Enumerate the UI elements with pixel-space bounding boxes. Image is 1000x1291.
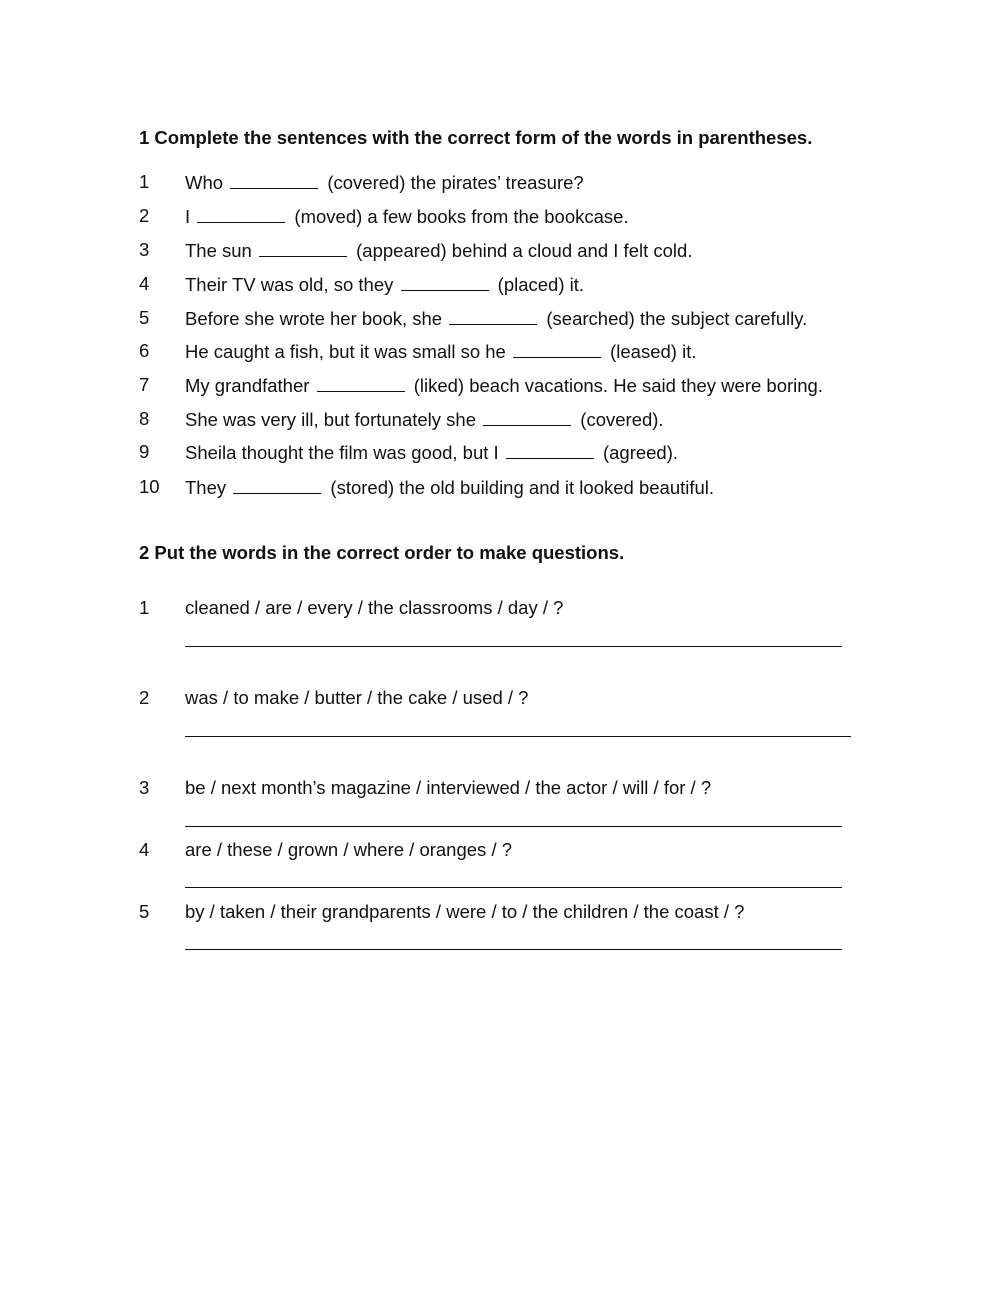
section-2-heading: 2 Put the words in the correct order to make questions. <box>139 542 625 563</box>
item-number: 5 <box>139 901 150 922</box>
item-number: 3 <box>139 239 150 260</box>
fill-blank[interactable] <box>401 273 489 291</box>
item-sentence: He caught a fish, but it was small so he (leased) it. <box>185 341 697 362</box>
section-1-heading: 1 Complete the sentences with the correct form of the words in parentheses. <box>139 127 813 148</box>
item-sentence: Sheila thought the film was good, but I (agreed). <box>185 442 679 463</box>
item-sentence: My grandfather (liked) beach vacations. He said they were boring. <box>185 375 823 396</box>
fill-blank[interactable] <box>230 171 318 189</box>
fill-blank[interactable] <box>513 340 601 358</box>
item-number: 8 <box>139 408 150 429</box>
item-sentence: They (stored) the old building and it looked beautiful. <box>185 477 715 498</box>
item-sentence: She was very ill, but fortunately she (covered). <box>185 409 664 430</box>
item-number: 10 <box>139 476 160 497</box>
item-number: 7 <box>139 374 150 395</box>
item-number: 5 <box>139 307 150 328</box>
scrambled-words: cleaned / are / every / the classrooms / day / ? <box>185 597 564 618</box>
fill-blank[interactable] <box>233 476 321 494</box>
fill-blank[interactable] <box>449 307 537 325</box>
item-number: 1 <box>139 597 150 618</box>
scrambled-words: was / to make / butter / the cake / used / ? <box>185 687 529 708</box>
item-number: 1 <box>139 171 150 192</box>
answer-line[interactable] <box>185 949 842 950</box>
item-number: 4 <box>139 273 150 294</box>
item-sentence: The sun (appeared) behind a cloud and I felt cold. <box>185 240 693 261</box>
item-number: 9 <box>139 441 150 462</box>
scrambled-words: by / taken / their grandparents / were / to / the children / the coast / ? <box>185 901 745 922</box>
item-number: 2 <box>139 687 150 708</box>
answer-line[interactable] <box>185 646 842 647</box>
item-number: 6 <box>139 340 150 361</box>
fill-blank[interactable] <box>317 374 405 392</box>
answer-line[interactable] <box>185 826 842 827</box>
answer-line[interactable] <box>185 736 851 737</box>
fill-blank[interactable] <box>197 205 285 223</box>
item-sentence: Before she wrote her book, she (searched) the subject carefully. <box>185 308 808 329</box>
fill-blank[interactable] <box>259 239 347 257</box>
scrambled-words: are / these / grown / where / oranges / ? <box>185 839 513 860</box>
item-sentence: Their TV was old, so they (placed) it. <box>185 274 585 295</box>
item-sentence: I (moved) a few books from the bookcase. <box>185 206 629 227</box>
answer-line[interactable] <box>185 887 842 888</box>
scrambled-words: be / next month’s magazine / interviewed / the actor / will / for / ? <box>185 777 712 798</box>
fill-blank[interactable] <box>506 441 594 459</box>
item-sentence: Who (covered) the pirates’ treasure? <box>185 172 584 193</box>
fill-blank[interactable] <box>483 408 571 426</box>
item-number: 2 <box>139 205 150 226</box>
item-number: 3 <box>139 777 150 798</box>
item-number: 4 <box>139 839 150 860</box>
